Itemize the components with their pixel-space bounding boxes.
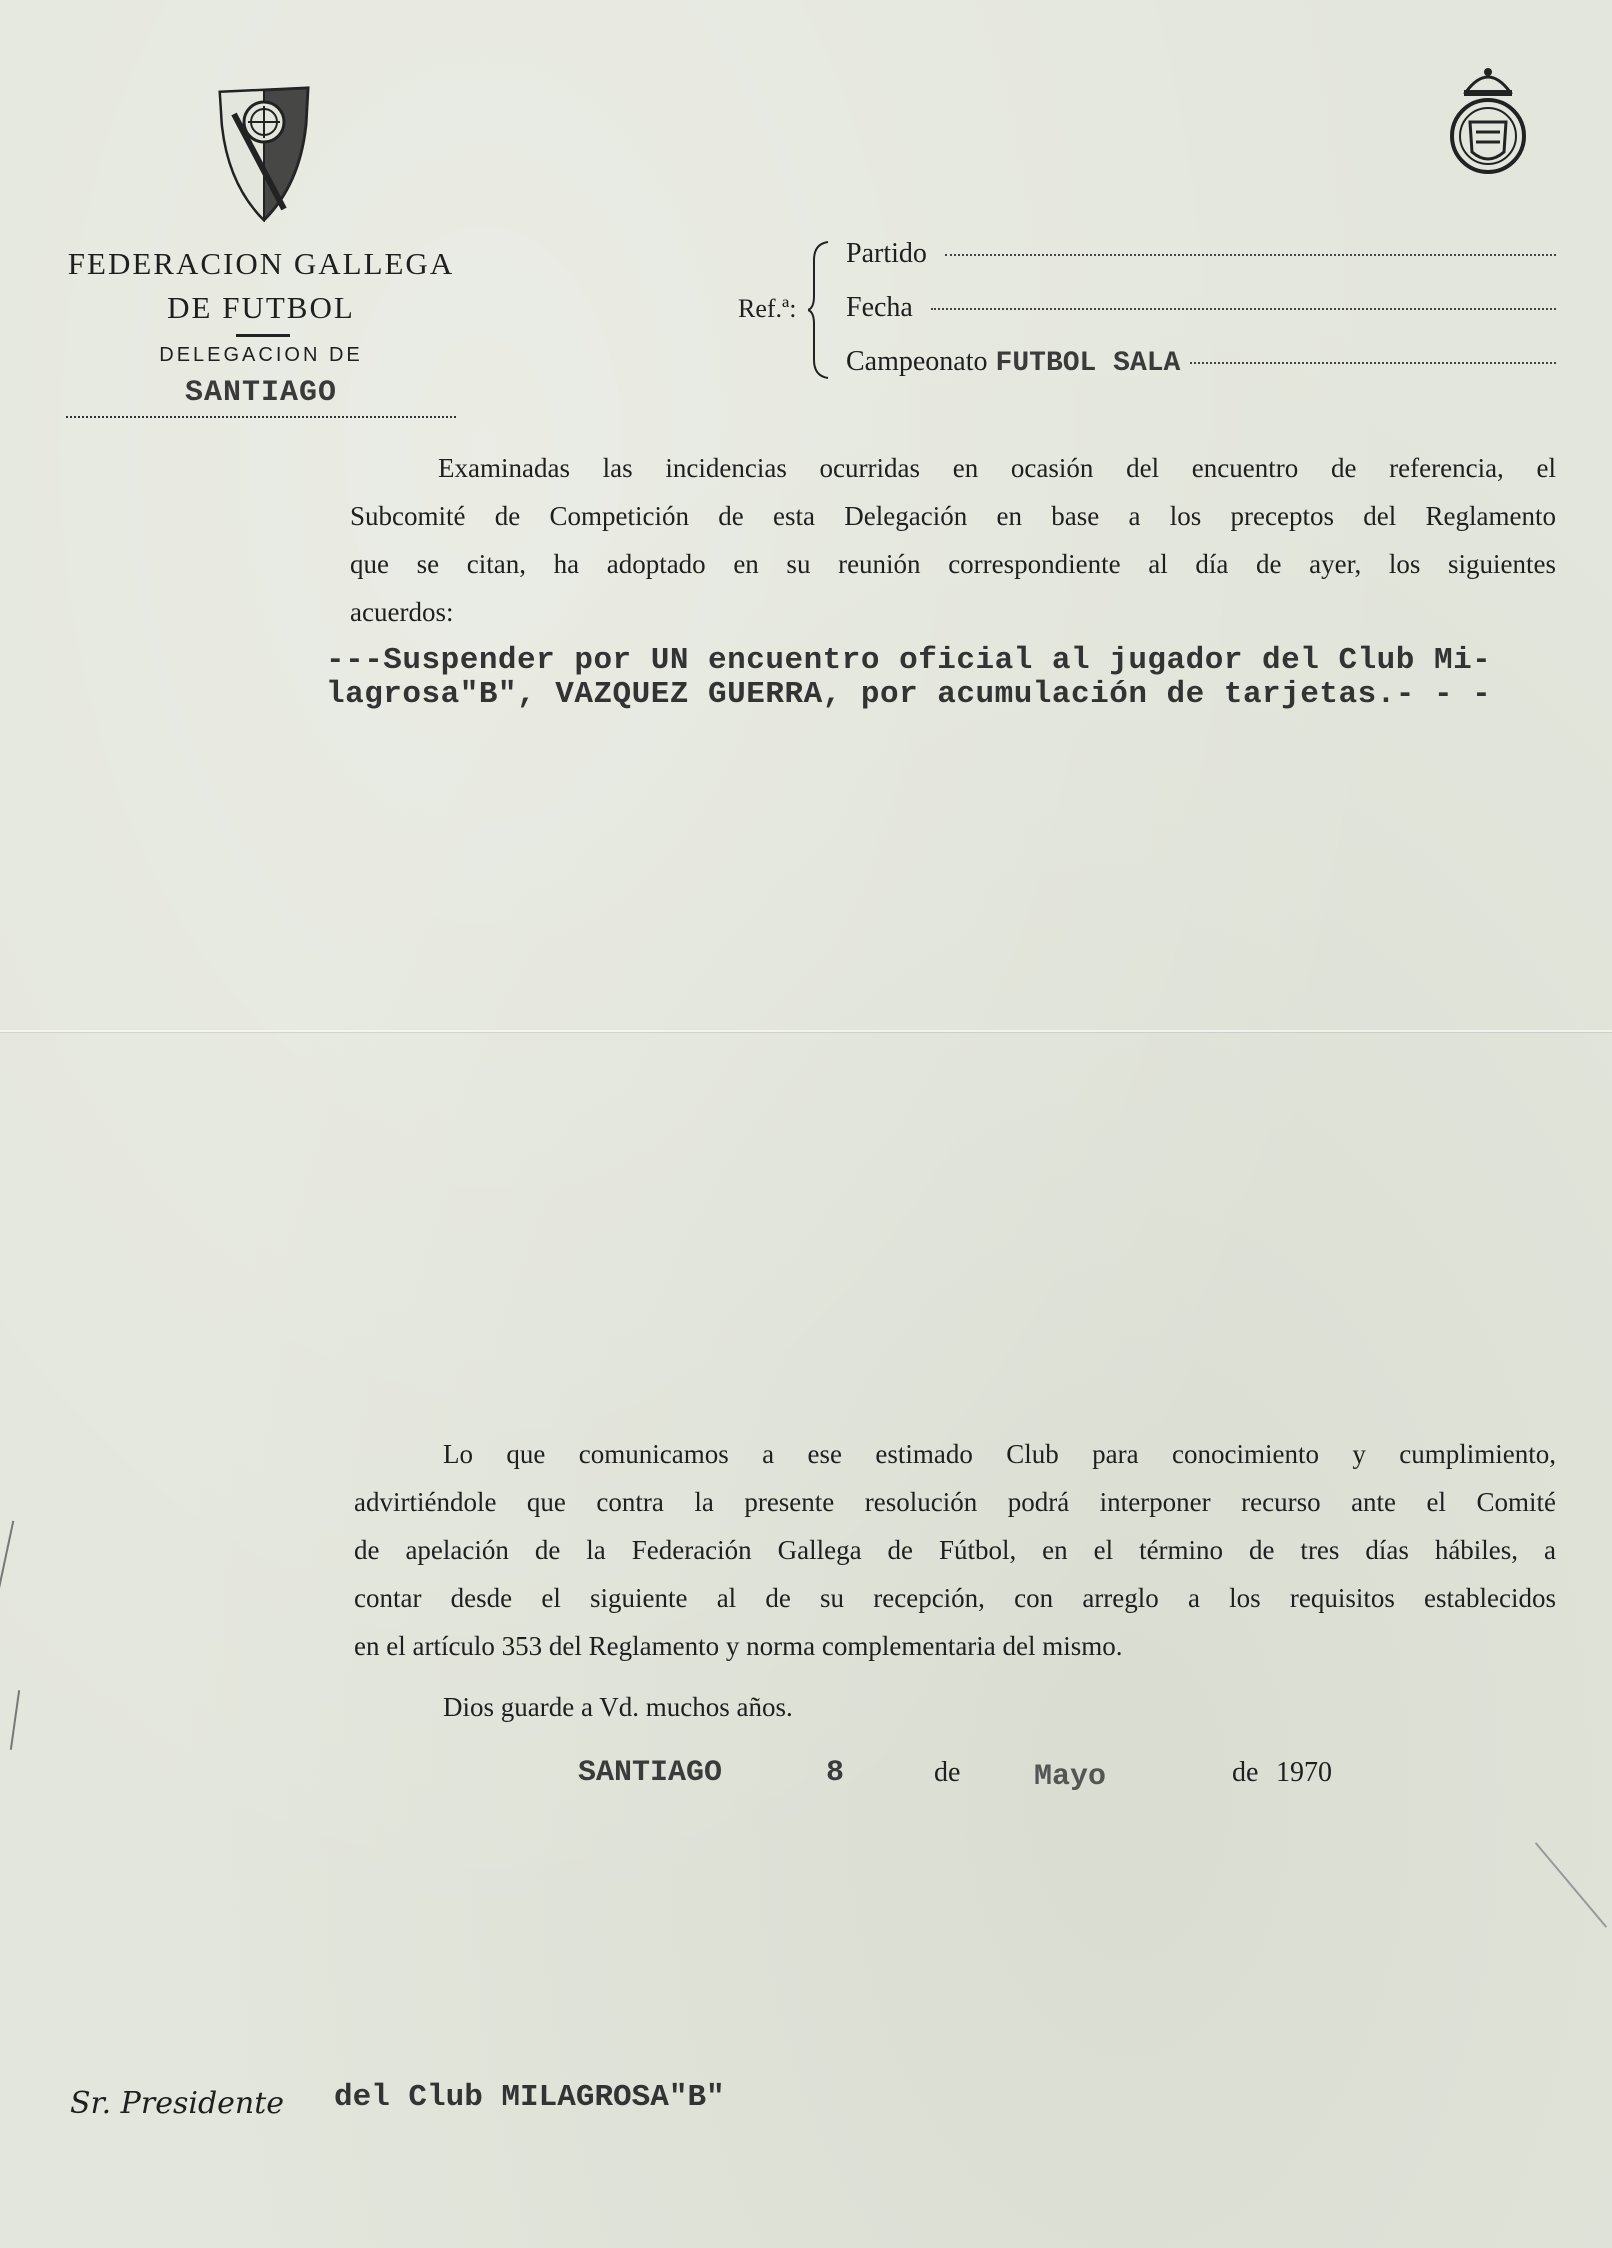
ref-dotted-line xyxy=(945,254,1556,256)
ref-row-fecha xyxy=(846,292,1556,332)
addressee-salutation: Sr. Presidente xyxy=(70,2086,285,2121)
ref-row-partido xyxy=(846,238,1556,278)
curly-brace xyxy=(808,240,832,380)
date-de: de xyxy=(1232,1757,1259,1788)
header-rule xyxy=(236,334,290,337)
federation-name-line2: DE FUTBOL xyxy=(167,290,355,325)
notice-line: en el artículo 353 del Reglamento y norma complementaria del mismo. xyxy=(354,1631,1123,1661)
delegation-label: DELEGACION DE xyxy=(159,344,363,366)
notice-paragraph xyxy=(354,1430,1556,1670)
resolution-line: ---Suspender por UN encuentro oficial al jugador del Club Mi- xyxy=(326,643,1492,678)
intro-line: que se citan, ha adoptado en su reunión correspondiente al día de ayer, los siguientes xyxy=(350,549,1556,579)
fold-line xyxy=(0,1030,1612,1032)
notice-line: de apelación de la Federación Gallega de Fútbol, en el término de tres días hábiles, a xyxy=(354,1535,1556,1565)
resolution-line: lagrosa"B", VAZQUEZ GUERRA, por acumulación de tarjetas.- - - xyxy=(326,677,1492,712)
delegation-dotted-line xyxy=(66,416,456,418)
date-place: SANTIAGO xyxy=(578,1756,723,1790)
intro-paragraph xyxy=(350,444,1556,636)
ref-field-label: Campeonato xyxy=(846,346,988,377)
date-day: 8 xyxy=(826,1756,845,1790)
intro-line: Examinadas las incidencias ocurridas en ocasión del encuentro de referencia, el xyxy=(438,453,1556,483)
date-month: Mayo xyxy=(1034,1760,1107,1794)
delegation-city: SANTIAGO xyxy=(184,376,338,410)
federation-name xyxy=(66,242,456,330)
ref-field-value: FUTBOL SALA xyxy=(995,348,1181,379)
resolution-typed-text xyxy=(326,644,1536,712)
royal-federation-crest-logo xyxy=(1446,62,1530,182)
notice-line: contar desde el siguiente al de su recepción, con arreglo a los requisitos establecidos xyxy=(354,1583,1556,1613)
ref-dotted-line xyxy=(931,308,1556,310)
ref-row-campeonato xyxy=(846,346,1556,386)
ref-field-label: Fecha xyxy=(846,292,913,323)
ref-field-label: Partido xyxy=(846,238,927,269)
date-year: 1970 xyxy=(1276,1757,1332,1788)
closing-salutation: Dios guarde a Vd. muchos años. xyxy=(443,1692,793,1722)
federation-crest-logo xyxy=(214,84,314,224)
date-de: de xyxy=(934,1757,961,1788)
reference-label: Ref.ª: xyxy=(738,294,797,323)
notice-line: advirtiéndole que contra la presente resolución podrá interponer recurso ante el Comité xyxy=(354,1487,1556,1517)
notice-line: Lo que comunicamos a ese estimado Club para conocimiento y cumplimiento, xyxy=(443,1439,1556,1469)
ref-dotted-line xyxy=(1190,362,1556,364)
intro-line: Subcomité de Competición de esta Delegación en base a los preceptos del Reglamento xyxy=(350,501,1556,531)
addressee-club: del Club MILAGROSA"B" xyxy=(334,2080,725,2115)
federation-name-line1: FEDERACION GALLEGA xyxy=(67,246,455,281)
intro-line: acuerdos: xyxy=(350,597,454,627)
